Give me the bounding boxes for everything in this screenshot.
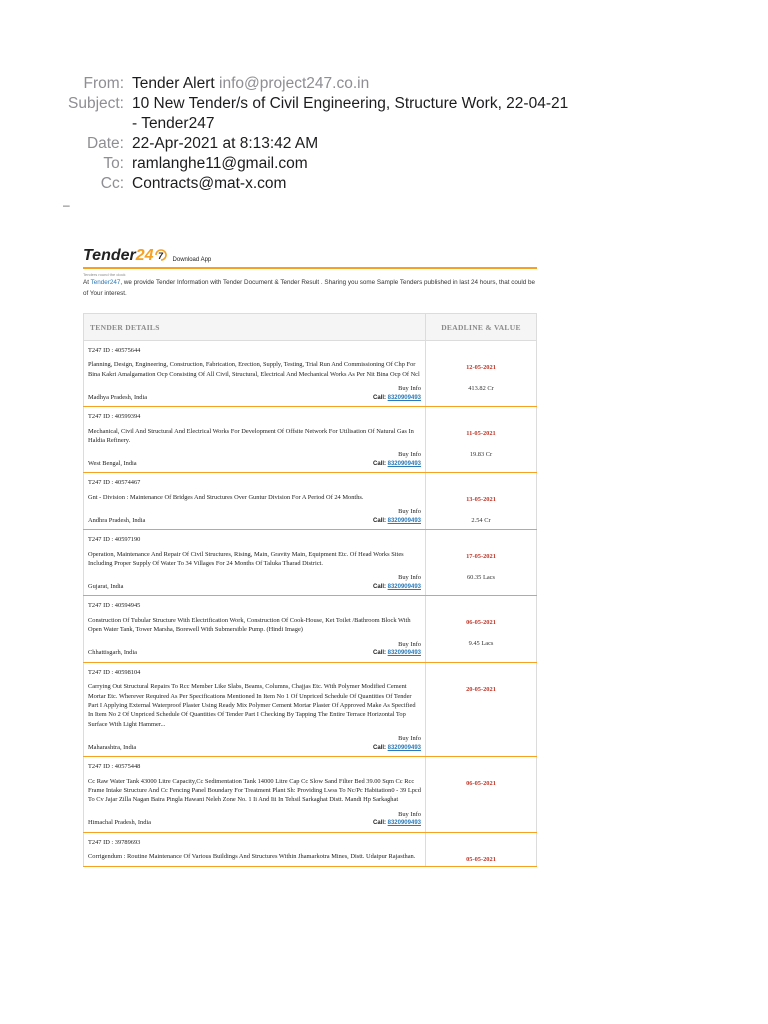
call-label: Call: — [373, 394, 387, 401]
tender-id: T247 ID : 40598104 — [88, 668, 141, 676]
tender-deadline: 12-05-2021 — [466, 364, 496, 371]
tender-description[interactable]: Operation, Maintenance And Repair Of Civil Structures, Rising, Main, Gravity Main, Equipment Etc. Of Head Works Sites Including Proper Supply Of Water To 34 Villages For 24 Months Of Taluka Tharad District. — [88, 550, 404, 568]
tender247-link[interactable]: Tender247 — [90, 279, 121, 286]
date-value: 22-Apr-2021 at 8:13:42 AM — [132, 135, 319, 152]
tender-location-row — [88, 641, 421, 658]
tender-table — [83, 313, 537, 867]
tender-details-cell — [84, 341, 426, 407]
tender-location-row — [88, 811, 421, 828]
tender-description[interactable]: Construction Of Tubular Structure With Electrification Work, Construction Of Cook-House, Ket Toilet /Bathroom Block With Open Water Tank, Tower Marsha, Borewell With Submersible Pump. (Hindi Image) — [88, 616, 411, 634]
download-app-link[interactable]: Download App — [172, 257, 212, 263]
phone-link[interactable]: 8320909493 — [387, 583, 421, 590]
subject-row — [0, 94, 768, 134]
tender-row — [84, 473, 537, 530]
tender-id: T247 ID : 40597190 — [88, 536, 141, 544]
tender-description[interactable]: Corrigendum : Routine Maintenance Of Various Buildings And Structures Within Jhamarkotra Mines, Distt. Udaipur Rajasthan. — [88, 853, 416, 861]
cc-row — [0, 174, 768, 194]
tender-location: Maharashtra, India — [88, 743, 137, 751]
tender-id: T247 ID : 40575644 — [88, 347, 141, 354]
tender-location: Andhra Pradesh, India — [88, 516, 146, 524]
deadline-value-cell — [426, 473, 537, 530]
brand-bar — [83, 234, 537, 277]
tender-id: T247 ID : 40575448 — [88, 763, 141, 771]
date-row — [0, 134, 768, 154]
deadline-value-cell — [426, 832, 537, 866]
tender-deadline: 20-05-2021 — [466, 685, 496, 693]
phone-link[interactable]: 8320909493 — [387, 820, 421, 827]
tender-deadline: 06-05-2021 — [466, 619, 496, 627]
buy-info-link[interactable]: Buy Info — [398, 508, 421, 516]
phone-link[interactable]: 8320909493 — [387, 517, 421, 524]
tender-value: 413.82 Cr — [468, 385, 494, 392]
contact-block — [373, 451, 421, 468]
tender-row — [84, 757, 537, 833]
tender-row — [84, 832, 537, 866]
buy-info-link[interactable]: Buy Info — [398, 640, 421, 648]
tender-deadline: 13-05-2021 — [466, 496, 496, 504]
contact-block — [373, 811, 421, 828]
clock-icon — [154, 247, 167, 264]
subject-line-2: - Tender247 — [132, 115, 215, 132]
to-row — [0, 154, 768, 174]
buy-info-link[interactable]: Buy Info — [398, 574, 421, 582]
call-label: Call: — [373, 650, 387, 657]
cc-label: Cc: — [100, 175, 124, 192]
tender-location: Madhya Pradesh, India — [88, 393, 148, 401]
from-row — [0, 74, 768, 94]
subject-label: Subject: — [67, 95, 124, 112]
tender-location: Gujarat, India — [88, 583, 124, 591]
to-value[interactable]: ramlanghe11@gmail.com — [132, 155, 308, 172]
tender-location-row — [88, 385, 421, 402]
tender-id: T247 ID : 40599394 — [88, 413, 141, 421]
tender-details-cell — [84, 832, 426, 866]
tender-location-row — [88, 574, 421, 591]
col-tender-details: TENDER DETAILS — [84, 314, 426, 341]
tender-value: 9.45 Lacs — [468, 640, 494, 648]
call-label: Call: — [373, 583, 387, 590]
deadline-value-cell — [426, 662, 537, 756]
cc-value[interactable]: Contracts@mat-x.com — [132, 175, 287, 192]
deadline-value-cell — [426, 407, 537, 473]
tender-details-cell — [84, 473, 426, 530]
tender-location: West Bengal, India — [88, 460, 137, 468]
contact-block — [373, 508, 421, 525]
phone-link[interactable]: 8320909493 — [387, 650, 421, 657]
sender-email[interactable]: info@project247.co.in — [219, 75, 370, 92]
deadline-value-cell — [426, 341, 537, 407]
tender-id: T247 ID : 40574467 — [88, 479, 141, 487]
tender-value: 2.54 Cr — [471, 517, 491, 525]
logo-seven: 7 — [157, 251, 163, 261]
tender247-logo[interactable] — [83, 246, 167, 277]
email-header — [0, 74, 768, 194]
tender-description[interactable]: Gnt - Division : Maintenance Of Bridges And Structures Over Guntur Division For A Period Of 24 Months. — [88, 493, 364, 501]
separator: – — [63, 198, 70, 212]
buy-info-link[interactable]: Buy Info — [398, 451, 421, 459]
tender-location-row — [88, 451, 421, 468]
tender-location: Himachal Pradesh, India — [88, 819, 151, 827]
brand-divider — [83, 267, 537, 269]
phone-link[interactable]: 8320909493 — [387, 460, 421, 467]
tender-description[interactable]: Carrying Out Structural Repairs To Rcc Member Like Slabs, Beams, Columns, Chajjas Etc. With Polymer Modified Cement Mortar Etc. Wherever Required As Per Specifications Mentioned In Item No 1 Of Unpriced Schedule Of Quantities Of Tender Part I Applying External Waterproof Plaster Using Ready Mix Polymer Cement Mortar Plaster Of Approved Make As Specified In Item No 2 Of Unpriced Schedule Of Quantities Of Tender Part I Checking By Tapping The Entire Terrace Horizontal Top Surface With Light Hammer... — [88, 683, 416, 728]
sender-name[interactable]: Tender Alert — [132, 75, 215, 92]
call-label: Call: — [373, 820, 387, 827]
tender-details-cell — [84, 407, 426, 473]
tender-deadline: 06-05-2021 — [466, 780, 496, 788]
tender-value: 60.35 Lacs — [466, 574, 496, 582]
deadline-value-cell — [426, 757, 537, 833]
tender-location: Chhattisgarh, India — [88, 649, 137, 657]
col-deadline-value: DEADLINE & VALUE — [426, 314, 537, 341]
tender-description[interactable]: Mechanical, Civil And Structural And Electrical Works For Development Of Offsite Network For Utilisation Of Natural Gas In Haldia Refinery. — [88, 427, 414, 445]
contact-block — [373, 574, 421, 591]
tender-details-cell — [84, 757, 426, 833]
buy-info-link[interactable]: Buy Info — [398, 735, 421, 743]
tender-row — [84, 341, 537, 407]
email-body — [83, 234, 537, 867]
tender-row — [84, 662, 537, 756]
tender-id: T247 ID : 40594945 — [88, 602, 141, 610]
buy-info-link[interactable]: Buy Info — [398, 810, 421, 818]
tender-description[interactable]: Planning, Design, Engineering, Construction, Fabrication, Erection, Supply, Testing, Trial Run And Commissioning Of Chp For Bina Kakri Amalgamation Ocp Consisting Of All Civil, Structural, Electrical And Mechanical Works As Per Nit Bina Ocp Of Ncl — [88, 361, 420, 378]
contact-block — [373, 385, 421, 402]
tender-row — [84, 407, 537, 473]
phone-link[interactable]: 8320909493 — [387, 394, 421, 401]
logo-tagline: Tenders round the clock — [83, 272, 126, 277]
subject-text — [132, 94, 602, 134]
deadline-value-cell — [426, 530, 537, 596]
intro-text: At Tender247, we provide Tender Information with Tender Document & Tender Result . Sharing you some Sample Tenders published in last 24 hours, that could be of Your interest. — [83, 279, 536, 297]
contact-block — [373, 735, 421, 752]
tender-location-row — [88, 735, 421, 752]
call-label: Call: — [373, 460, 387, 467]
tender-deadline: 17-05-2021 — [466, 553, 496, 561]
tender-details-cell — [84, 530, 426, 596]
logo-prefix: Tender — [83, 247, 136, 264]
date-label: Date: — [86, 135, 124, 152]
tender-row — [84, 596, 537, 662]
tender-value: 19.83 Cr — [469, 451, 493, 459]
from-label: From: — [83, 75, 124, 92]
phone-link[interactable]: 8320909493 — [387, 744, 421, 751]
deadline-value-cell — [426, 596, 537, 662]
tender-details-cell — [84, 662, 426, 756]
tender-deadline: 05-05-2021 — [466, 855, 496, 863]
tender-id: T247 ID : 39789693 — [88, 838, 141, 846]
call-label: Call: — [373, 744, 387, 751]
tender-deadline: 11-05-2021 — [466, 430, 496, 438]
tender-location-row — [88, 508, 421, 525]
to-label: To: — [103, 155, 124, 172]
subject-line-1: 10 New Tender/s of Civil Engineering, Structure Work, 22-04-21 — [132, 95, 569, 112]
contact-block — [373, 641, 421, 658]
tender-row — [84, 530, 537, 596]
tender-description[interactable]: Cc Raw Water Tank 43000 Litre Capacity,Cc Sedimentation Tank 14000 Litre Cap Cc Slow Sand Filter Bed 39.00 Sqm Cc Rcc Frame Intake Structure And Cc Fencing Panel Boundary For Treatment Plant Sh: Providing Lwss To Nc/Pc Habitation0 - 39 Lpcd To Cv Jajar Zilla Nagan Baira Pingla Hawani Neleh Zone No. 1 Ii And Iii In Tehsil Sarkaghat Distt. Mandi Hp Sarkaghat — [88, 777, 421, 804]
tender-details-cell — [84, 596, 426, 662]
buy-info-link[interactable]: Buy Info — [398, 385, 421, 393]
call-label: Call: — [373, 517, 387, 524]
logo-suffix: 24 — [135, 247, 154, 264]
